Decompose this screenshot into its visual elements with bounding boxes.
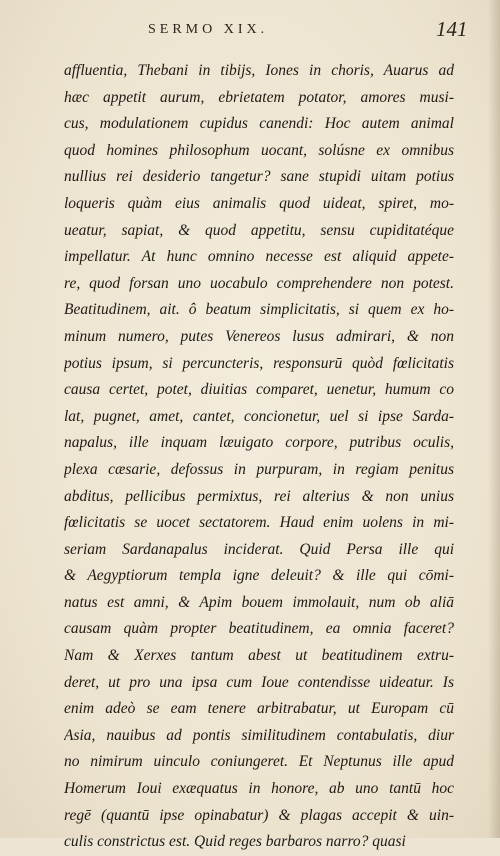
- page-number: 141: [436, 17, 468, 41]
- text-line: lat, pugnet, amet, cantet, concionetur, uel si ipse Sarda-: [64, 407, 454, 425]
- text-line: Asia, nauibus ad pontis similitudinem contabulatis, diur: [64, 726, 454, 744]
- text-line: enim adeò se eam tenere arbitrabatur, ut Europam cū: [64, 700, 454, 718]
- text-line: impellatur. At hunc omnino necesse est aliquid appete-: [64, 248, 454, 266]
- text-line: cus, modulationem cupidus canendi: Hoc autem animal: [64, 115, 454, 133]
- text-line: seriam Sardanapalus inciderat. Quid Persa ille qui: [64, 540, 454, 558]
- text-line: napalus, ille inquam læuigato corpore, putribus oculis,: [64, 434, 454, 452]
- text-line: minum numero, putes Venereos lusus admirari, & non: [64, 327, 454, 345]
- text-line: Nam & Xerxes tantum abest ut beatitudinem extru-: [64, 647, 454, 665]
- text-line: causa certet, potet, diuitias comparet, uenetur, humum co: [64, 381, 454, 399]
- text-line: ueatur, sapiat, & quod appetitu, sensu cupiditatéque: [64, 221, 454, 239]
- text-line: affluentia, Thebani in tibijs, Iones in choris, Auarus ad: [64, 62, 454, 79]
- text-line: quod homines philosophum uocant, solúsne ex omnibus: [64, 141, 454, 159]
- text-line: abditus, pellicibus permixtus, rei alterius & non unius: [64, 487, 454, 505]
- text-line: & Aegyptiorum templa igne deleuit? & ille qui cōmi-: [64, 567, 454, 585]
- text-line: loqueris quàm eius animalis quod uideat, spiret, mo-: [64, 194, 454, 212]
- text-line: causam quàm propter beatitudinem, ea omnia faceret?: [64, 620, 454, 638]
- text-line: re, quod forsan uno uocabulo comprehendere non potest.: [64, 274, 454, 292]
- body-text: [64, 58, 454, 856]
- text-line: potius ipsum, si percuncteris, responsurū quòd fœlicitatis: [64, 354, 454, 372]
- text-line: nullius rei desiderio tangetur? sane stupidi uitam potius: [64, 168, 454, 186]
- text-line: Homerum Ioui exæquatus in honore, ab uno tantū hoc: [64, 780, 454, 798]
- text-line: deret, ut pro una ipsa cum Ioue contendisse uideatur. Is: [64, 673, 454, 691]
- text-line: regē (quantū ipse opinabatur) & plagas accepit & uin-: [64, 806, 454, 824]
- text-line: fœlicitatis se uocet sectatorem. Haud enim uolens in mi-: [64, 514, 454, 532]
- text-line: plexa cæsarie, defossus in purpuram, in regiam penitus: [64, 460, 454, 478]
- text-line: no nimirum uinculo coniungeret. Et Neptunus ille apud: [64, 753, 454, 771]
- running-head: SERMO XIX.: [148, 22, 269, 37]
- text-line: natus est amni, & Apim bouem immolauit, num ob aliā: [64, 593, 454, 611]
- text-line: hæc appetit aurum, ebrietatem potator, amores musi-: [64, 88, 454, 106]
- page-edge-shadow: [488, 0, 500, 838]
- text-line: Beatitudinem, ait. ô beatum simplicitatis, si quem ex ho-: [64, 301, 454, 319]
- text-line: culis constrictus est. Quid reges barbaros narro? quasi: [64, 833, 406, 851]
